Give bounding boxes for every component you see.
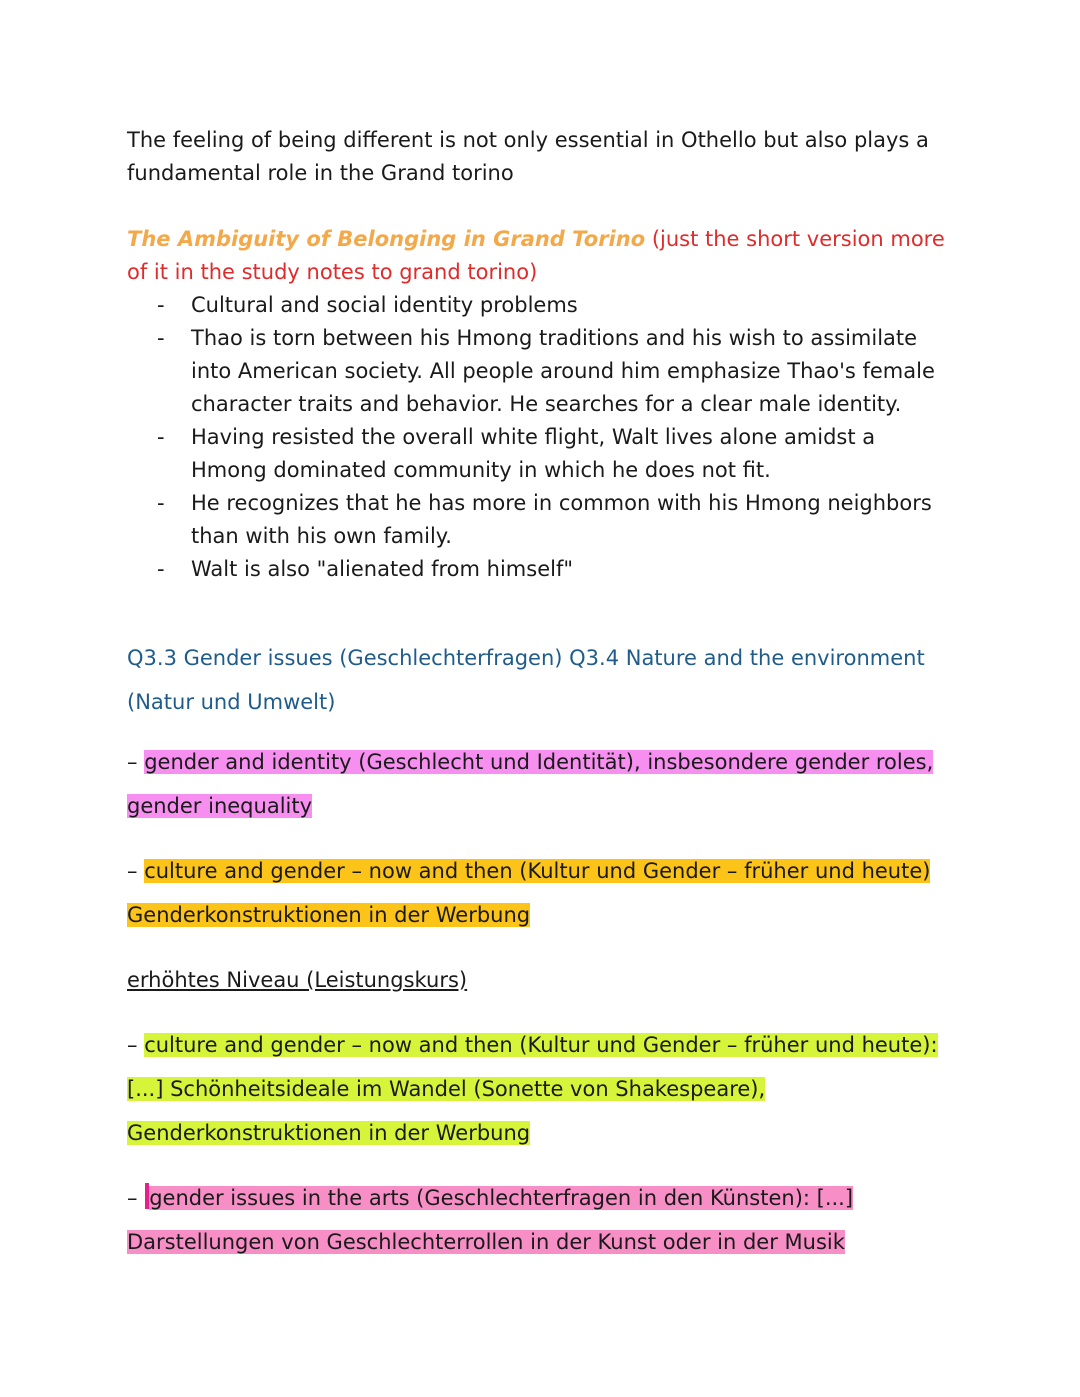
list-item xyxy=(127,289,957,322)
bullet-marker: - xyxy=(157,293,165,317)
topic-item-culture-gender xyxy=(127,849,957,937)
item-dash: – xyxy=(127,1033,145,1057)
item-dash: – xyxy=(127,750,145,774)
bullet-list xyxy=(127,289,957,586)
heading-note: (just the short version more of it in the study notes to grand torino) xyxy=(127,227,945,284)
topic-item-gender-arts xyxy=(127,1176,957,1264)
level-label: erhöhtes Niveau (Leistungskurs) xyxy=(127,968,468,992)
list-item xyxy=(127,322,957,421)
list-item-text: Walt is also "alienated from himself" xyxy=(191,557,573,581)
list-item xyxy=(127,553,957,586)
topic-item-gender-identity xyxy=(127,740,957,828)
list-item-text: Having resisted the overall white flight, Walt lives alone amidst a Hmong dominated community in which he does not fit. xyxy=(191,425,876,482)
list-item xyxy=(127,487,957,553)
list-item-text: Thao is torn between his Hmong traditions and his wish to assimilate into American society. All people around him emphasize Thao's female character traits and behavior. He searches for a clear male identity. xyxy=(191,326,935,416)
heading-title: The Ambiguity of Belonging in Grand Torino xyxy=(127,227,646,251)
section-heading-grand-torino xyxy=(127,223,957,289)
highlighted-text: culture and gender – now and then (Kultur und Gender – früher und heute): [...] Schönheitsideale im Wandel (Sonette von Shakespeare), Genderkonstruktionen in der Werbung xyxy=(127,1033,938,1145)
topic-item-culture-gender-advanced xyxy=(127,1023,957,1155)
item-dash: – xyxy=(127,1186,145,1210)
list-item-text: Cultural and social identity problems xyxy=(191,293,578,317)
section-title-gender-issues: Q3.3 Gender issues (Geschlechterfragen) Q3.4 Nature and the environment (Natur und Umwelt) xyxy=(127,646,925,714)
document-page xyxy=(127,124,957,1285)
item-dash: – xyxy=(127,859,145,883)
highlighted-text: gender and identity (Geschlecht und Identität), insbesondere gender roles, gender inequality xyxy=(127,750,934,818)
list-item xyxy=(127,421,957,487)
bullet-marker: - xyxy=(157,557,165,581)
bullet-marker: - xyxy=(157,326,165,350)
bullet-marker: - xyxy=(157,491,165,515)
list-item-text: He recognizes that he has more in common with his Hmong neighbors than with his own family. xyxy=(191,491,932,548)
highlighted-text: culture and gender – now and then (Kultur und Gender – früher und heute) Genderkonstruktionen in der Werbung xyxy=(127,859,931,927)
intro-paragraph: The feeling of being different is not only essential in Othello but also plays a fundamental role in the Grand torino xyxy=(127,128,929,185)
highlighted-text: gender issues in the arts (Geschlechterfragen in den Künsten): [...] Darstellungen von Geschlechterrollen in der Kunst oder in der Musik xyxy=(127,1186,854,1254)
bullet-marker: - xyxy=(157,425,165,449)
